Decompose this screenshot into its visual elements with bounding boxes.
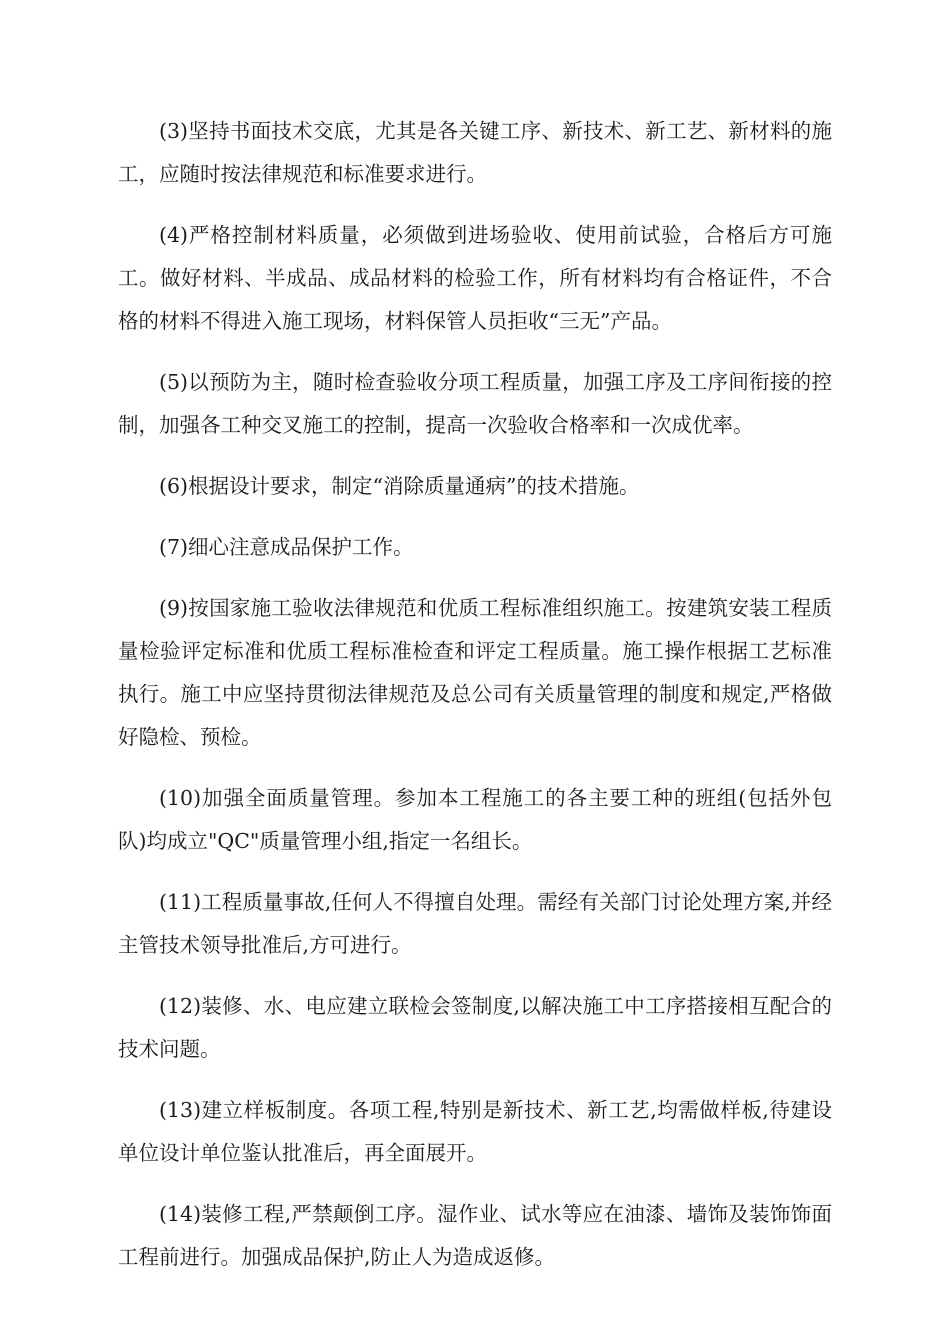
paragraph-item-4: (4)严格控制材料质量，必须做到进场验收、使用前试验，合格后方可施工。做好材料、半成品、成品材料的检验工作，所有材料均有合格证件，不合格的材料不得进入施工现场，材料保管人员拒收“三无”产品。 xyxy=(118,223,832,333)
paragraph-item-7: (7)细心注意成品保护工作。 xyxy=(159,535,414,559)
paragraph-item-13: (13)建立样板制度。各项工程,特别是新技术、新工艺,均需做样板,待建设单位设计单位鉴认批准后，再全面展开。 xyxy=(118,1098,832,1165)
paragraph-item-5: (5)以预防为主，随时检查验收分项工程质量，加强工序及工序间衔接的控制，加强各工种交叉施工的控制，提高一次验收合格率和一次成优率。 xyxy=(118,370,832,437)
paragraph-item-3: (3)坚持书面技术交底，尤其是各关键工序、新技术、新工艺、新材料的施工，应随时按法律规范和标准要求进行。 xyxy=(118,119,832,186)
paragraph-item-11: (11)工程质量事故,任何人不得擅自处理。需经有关部门讨论处理方案,并经主管技术领导批准后,方可进行。 xyxy=(118,890,832,957)
paragraph-item-12: (12)装修、水、电应建立联检会签制度,以解决施工中工序搭接相互配合的技术问题。 xyxy=(118,994,832,1061)
paragraph-item-9: (9)按国家施工验收法律规范和优质工程标准组织施工。按建筑安装工程质量检验评定标准和优质工程标准检查和评定工程质量。施工操作根据工艺标准执行。施工中应坚持贯彻法律规范及总公司有关质量管理的制度和规定,严格做好隐检、预检。 xyxy=(118,596,832,749)
paragraph-item-6: (6)根据设计要求，制定“消除质量通病”的技术措施。 xyxy=(159,474,640,498)
paragraph-item-14: (14)装修工程,严禁颠倒工序。湿作业、试水等应在油漆、墙饰及装饰饰面工程前进行。加强成品保护,防止人为造成返修。 xyxy=(118,1202,832,1269)
paragraph-item-10: (10)加强全面质量管理。参加本工程施工的各主要工种的班组(包括外包队)均成立"QC"质量管理小组,指定一名组长。 xyxy=(118,786,832,853)
